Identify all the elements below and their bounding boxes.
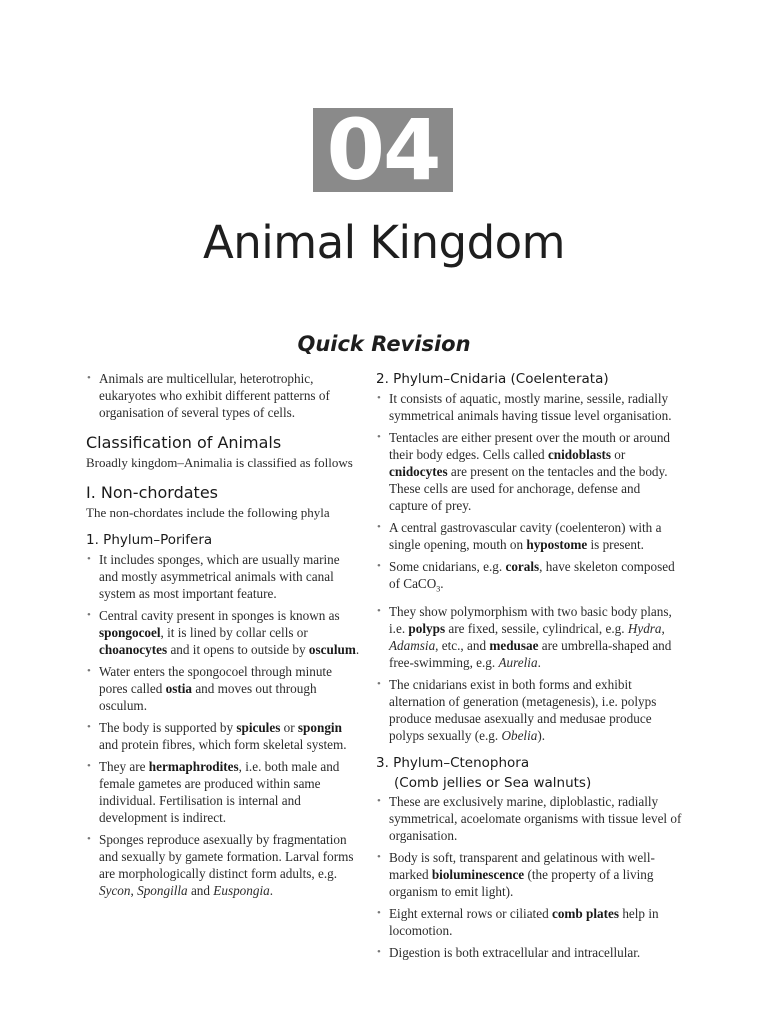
ctenophora-list	[376, 793, 682, 961]
porifera-heading: 1. Phylum–Porifera	[86, 532, 213, 548]
list-item: • A central gastrovascular cavity (coelenteron) with a single opening, mouth on hypostome is present.	[376, 519, 682, 553]
list-item: • It consists of aquatic, mostly marine, sessile, radially symmetrical animals having tissue level organisation.	[376, 390, 682, 424]
list-item: • Body is soft, transparent and gelatinous with well-marked bioluminescence (the property of a living organism to emit light).	[376, 849, 682, 900]
list-item: • Water enters the spongocoel through minute pores called ostia and moves out through osculum.	[86, 663, 360, 714]
list-item: • They are hermaphrodites, i.e. both male and female gametes are produced within same individual. Fertilisation is internal and development is indirect.	[86, 758, 360, 826]
chapter-number: 04	[313, 108, 453, 192]
list-item: • The body is supported by spicules or spongin and protein fibres, which form skeletal system.	[86, 719, 360, 753]
list-item: • Digestion is both extracellular and intracellular.	[376, 944, 682, 961]
left-column	[86, 370, 360, 904]
list-item: • Animals are multicellular, heterotrophic, eukaryotes who exhibit different patterns of organisation of several types of cells.	[86, 370, 360, 421]
cnidaria-heading: 2. Phylum–Cnidaria (Coelenterata)	[376, 371, 609, 387]
nonchordates-text: The non-chordates include the following phyla	[86, 505, 330, 520]
classification-heading: Classification of Animals	[86, 433, 282, 452]
nonchordates-heading: I. Non-chordates	[86, 483, 218, 502]
section-title: Quick Revision	[297, 332, 471, 356]
list-item: • These are exclusively marine, diploblastic, radially symmetrical, acoelomate organisms with tissue level of organisation.	[376, 793, 682, 844]
ctenophora-subheading: (Comb jellies or Sea walnuts)	[394, 774, 592, 791]
list-item: • Tentacles are either present over the mouth or around their body edges. Cells called cnidoblasts or cnidocytes are present on the tentacles and the body. These cells are used for anchorage, defense and capture of prey.	[376, 429, 682, 514]
list-item: • The cnidarians exist in both forms and exhibit alternation of generation (metagenesis), i.e. polyps produce medusae asexually and medusae produce polyps sexually (e.g. Obelia).	[376, 676, 682, 744]
intro-list	[86, 370, 360, 421]
list-item: • Some cnidarians, e.g. corals, have skeleton composed of CaCO$_3$.	[376, 558, 682, 598]
list-item: • Central cavity present in sponges is known as spongocoel, it is lined by collar cells or choanocytes and it opens to outside by osculum.	[86, 607, 360, 658]
cnidaria-list	[376, 390, 682, 744]
right-column	[376, 370, 682, 966]
list-item: • They show polymorphism with two basic body plans, i.e. polyps are fixed, sessile, cylindrical, e.g. Hydra, Adamsia, etc., and medusae are umbrella-shaped and free-swimming, e.g. Aurelia.	[376, 603, 682, 671]
ctenophora-heading: 3. Phylum–Ctenophora	[376, 754, 530, 771]
chapter-title: Animal Kingdom	[202, 216, 566, 269]
porifera-list	[86, 551, 360, 899]
classification-text: Broadly kingdom–Animalia is classified as follows	[86, 455, 353, 470]
list-item: • Sponges reproduce asexually by fragmentation and sexually by gamete formation. Larval forms are morphologically distinct form adults, e.g. Sycon, Spongilla and Euspongia.	[86, 831, 360, 899]
list-item: • Eight external rows or ciliated comb plates help in locomotion.	[376, 905, 682, 939]
list-item: • It includes sponges, which are usually marine and mostly asymmetrical animals with canal system as most important feature.	[86, 551, 360, 602]
